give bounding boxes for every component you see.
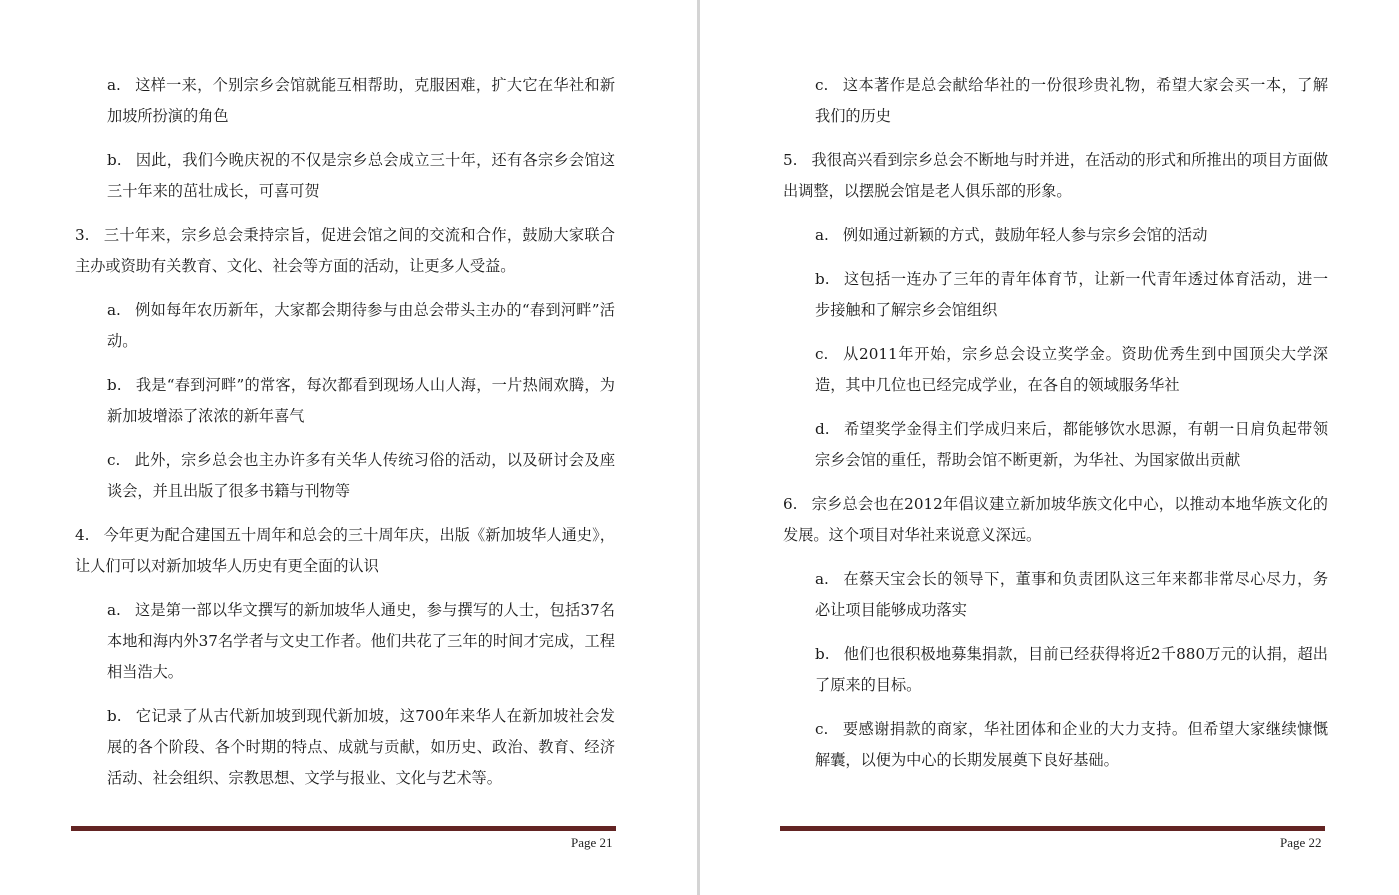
list-marker: d. — [815, 420, 830, 438]
list-marker: b. — [107, 151, 122, 169]
list-marker: b. — [107, 707, 122, 725]
paragraph-text: 宗乡总会也在2012年倡议建立新加坡华族文化中心，以推动本地华族文化的发展。这个项目对华社来说意义深远。 — [783, 495, 1328, 544]
list-marker: 5. — [783, 151, 798, 169]
list-item-sub — [783, 564, 1328, 626]
list-marker: a. — [815, 570, 829, 588]
list-item-sub — [783, 639, 1328, 701]
footer-rule — [780, 826, 1325, 831]
list-item-sub — [75, 70, 615, 132]
list-marker: 4. — [75, 526, 90, 544]
list-item-sub — [783, 264, 1328, 326]
paragraph-text: 这本著作是总会献给华社的一份很珍贵礼物，希望大家会买一本，了解我们的历史 — [815, 76, 1328, 125]
list-item-main — [75, 520, 615, 582]
paragraph-text: 我是“春到河畔”的常客，每次都看到现场人山人海，一片热闹欢腾，为新加坡增添了浓浓的新年喜气 — [107, 376, 615, 425]
footer-rule — [71, 826, 616, 831]
list-marker: c. — [107, 451, 121, 469]
list-marker: c. — [815, 345, 829, 363]
list-item-sub — [75, 701, 615, 794]
document-page-22 — [700, 0, 1399, 895]
list-item-sub — [75, 595, 615, 688]
list-marker: b. — [107, 376, 122, 394]
list-marker: a. — [107, 76, 121, 94]
paragraph-text: 这是第一部以华文撰写的新加坡华人通史，参与撰写的人士，包括37名本地和海内外37名学者与文史工作者。他们共花了三年的时间才完成，工程相当浩大。 — [107, 601, 615, 681]
list-marker: 3. — [75, 226, 90, 244]
list-item-main — [783, 145, 1328, 207]
page-body — [75, 70, 615, 807]
paragraph-text: 他们也很积极地募集捐款，目前已经获得将近2千880万元的认捐，超出了原来的目标。 — [815, 645, 1328, 694]
list-marker: 6. — [783, 495, 798, 513]
list-item-sub — [783, 339, 1328, 401]
list-item-sub — [75, 295, 615, 357]
list-marker: a. — [815, 226, 829, 244]
paragraph-text: 从2011年开始，宗乡总会设立奖学金。资助优秀生到中国顶尖大学深造，其中几位也已经完成学业，在各自的领域服务华社 — [815, 345, 1328, 394]
list-item-sub — [783, 220, 1328, 251]
list-marker: c. — [815, 76, 829, 94]
paragraph-text: 它记录了从古代新加坡到现代新加坡，这700年来华人在新加坡社会发展的各个阶段、各个时期的特点、成就与贡献，如历史、政治、教育、经济活动、社会组织、宗教思想、文学与报业、文化与艺术等。 — [107, 707, 615, 787]
list-marker: b. — [815, 645, 830, 663]
paragraph-text: 此外，宗乡总会也主办许多有关华人传统习俗的活动，以及研讨会及座谈会，并且出版了很多书籍与刊物等 — [107, 451, 615, 500]
list-item-sub — [75, 370, 615, 432]
paragraph-text: 因此，我们今晚庆祝的不仅是宗乡总会成立三十年，还有各宗乡会馆这三十年来的茁壮成长，可喜可贺 — [107, 151, 615, 200]
page-number: Page 21 — [571, 835, 613, 850]
paragraph-text: 希望奖学金得主们学成归来后，都能够饮水思源，有朝一日肩负起带领宗乡会馆的重任，帮助会馆不断更新，为华社、为国家做出贡献 — [815, 420, 1328, 469]
paragraph-text: 例如每年农历新年，大家都会期待参与由总会带头主办的“春到河畔”活动。 — [107, 301, 615, 350]
list-item-sub — [783, 414, 1328, 476]
paragraph-text: 例如通过新颖的方式，鼓励年轻人参与宗乡会馆的活动 — [842, 226, 1208, 244]
list-item-sub — [783, 714, 1328, 776]
document-page-21 — [0, 0, 697, 895]
list-item-main — [783, 489, 1328, 551]
list-marker: c. — [815, 720, 829, 738]
paragraph-text: 我很高兴看到宗乡总会不断地与时并进，在活动的形式和所推出的项目方面做出调整，以摆脱会馆是老人俱乐部的形象。 — [783, 151, 1328, 200]
list-item-sub — [75, 445, 615, 507]
paragraph-text: 这包括一连办了三年的青年体育节，让新一代青年透过体育活动，进一步接触和了解宗乡会馆组织 — [815, 270, 1328, 319]
list-marker: a. — [107, 601, 121, 619]
paragraph-text: 今年更为配合建国五十周年和总会的三十周年庆，出版《新加坡华人通史》，让人们可以对新加坡华人历史有更全面的认识 — [75, 526, 615, 575]
list-item-main — [75, 220, 615, 282]
paragraph-text: 三十年来，宗乡总会秉持宗旨，促进会馆之间的交流和合作，鼓励大家联合主办或资助有关教育、文化、社会等方面的活动，让更多人受益。 — [75, 226, 615, 275]
list-marker: b. — [815, 270, 830, 288]
page-body — [783, 70, 1328, 789]
page-number: Page 22 — [1280, 835, 1322, 850]
list-item-sub — [75, 145, 615, 207]
paragraph-text: 在蔡天宝会长的领导下，董事和负责团队这三年来都非常尽心尽力，务必让项目能够成功落实 — [815, 570, 1328, 619]
paragraph-text: 要感谢捐款的商家，华社团体和企业的大力支持。但希望大家继续慷慨解囊，以便为中心的长期发展奠下良好基础。 — [815, 720, 1328, 769]
list-item-sub — [783, 70, 1328, 132]
paragraph-text: 这样一来，个别宗乡会馆就能互相帮助，克服困难，扩大它在华社和新加坡所扮演的角色 — [107, 76, 615, 125]
list-marker: a. — [107, 301, 121, 319]
